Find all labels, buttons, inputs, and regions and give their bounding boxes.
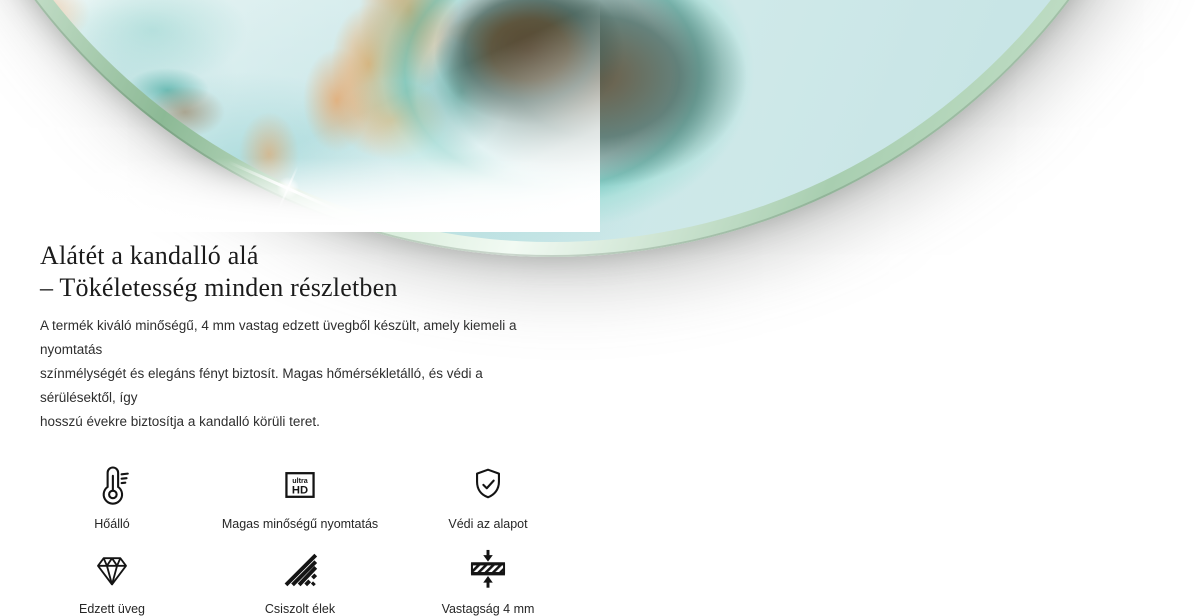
content-section: [0, 232, 600, 434]
title-line-1: Alátét a kandalló alá: [40, 240, 560, 272]
description-line: A termék kiváló minőségű, 4 mm vastag edzett üvegből készült, amely kiemeli a nyomtatás: [40, 314, 560, 362]
feature-tempered-glass: [18, 549, 206, 616]
features-grid: [18, 464, 582, 616]
ultra-hd-text-bottom: HD: [292, 484, 308, 496]
feature-label: Hőálló: [94, 517, 129, 531]
feature-label: Edzett üveg: [79, 602, 145, 616]
ultra-hd-text-top: ultra: [292, 477, 309, 485]
polished-edge-icon: [279, 549, 321, 591]
product-detail-page: [0, 0, 600, 600]
description-line: színmélységét és elegáns fényt biztosít. Magas hőmérsékletálló, és védi a sérülésektől, így: [40, 362, 560, 410]
shield-check-icon: [467, 464, 509, 506]
feature-protects-base: [394, 464, 582, 531]
title-line-2: – Tökéletesség minden részletben: [40, 272, 560, 304]
feature-label: Magas minőségű nyomtatás: [222, 517, 378, 531]
description-line: hosszú évekre biztosítja a kandalló körüli teret.: [40, 410, 560, 434]
thermometer-icon: [91, 464, 133, 506]
feature-label: Vastagság 4 mm: [442, 602, 535, 616]
feature-label: Védi az alapot: [448, 517, 527, 531]
product-photo: [0, 0, 600, 232]
ultra-hd-icon: [278, 464, 322, 506]
feature-print-quality: [206, 464, 394, 531]
diamond-icon: [91, 549, 133, 591]
feature-heat-resistant: [18, 464, 206, 531]
product-description: [40, 314, 560, 434]
feature-label: Csiszolt élek: [265, 602, 335, 616]
photo-fade-overlay-bottom: [0, 0, 600, 232]
feature-thickness: [394, 549, 582, 616]
feature-polished-edges: [206, 549, 394, 616]
thickness-icon: [466, 549, 510, 591]
